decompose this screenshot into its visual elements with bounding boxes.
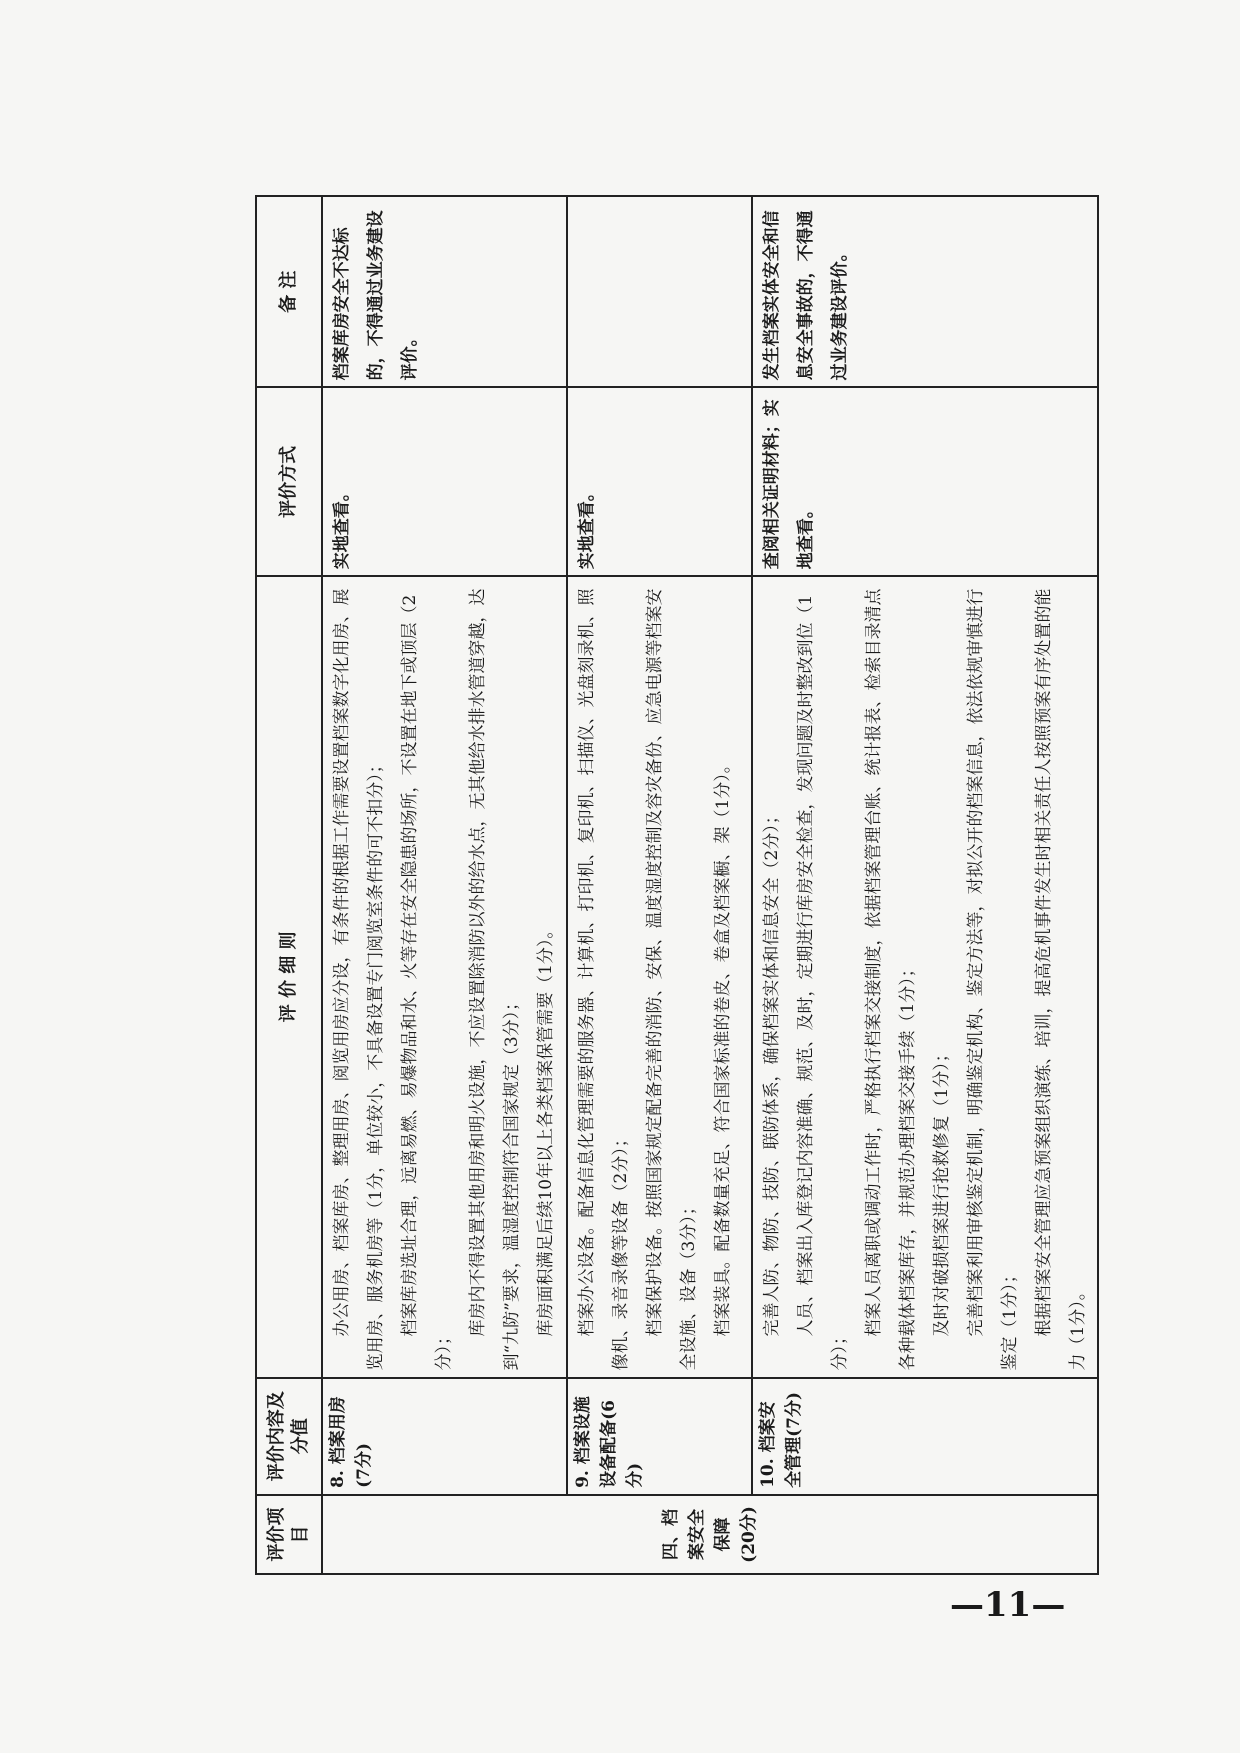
detail-item: 库房面积满足后续10年以上各类档案保管需要（1分）。 <box>536 921 556 1337</box>
row-note: 发生档案实体安全和信息安全事故的，不得通过业务建设评价。 <box>752 196 1098 387</box>
detail-item: 完善人防、物防、技防、联防体系，确保档案实体和信息安全（2分）； <box>762 807 782 1337</box>
row-method: 查阅相关证明材料；实地查看。 <box>752 387 1098 576</box>
row-content: 9. 档案设施设备配备(6分) <box>567 1378 752 1495</box>
detail-item: 档案装具。配备数量充足、符合国家标准的卷皮、卷盒及档案橱、架（1分）。 <box>713 756 733 1337</box>
row-detail <box>322 576 567 1377</box>
detail-item: 人员、档案出入库登记内容准确、规范、及时，定期进行库房安全检查，发现问题及时整改到位（1分）； <box>796 594 850 1371</box>
section-cell <box>322 1495 1098 1574</box>
row-detail <box>567 576 752 1377</box>
header-note: 备 注 <box>256 196 322 387</box>
rotated-table-container <box>255 195 1088 1575</box>
section-title: 四、档案安全保障 <box>661 1508 733 1560</box>
evaluation-table <box>255 195 1099 1575</box>
detail-item: 办公用房、档案库房、整理用房、阅览用房应分设，有条件的根据工作需要设置档案数字化用房、展览用房、服务机房等（1分，单位较小，不具备设置专门阅览室条件的可不扣分）； <box>332 588 386 1371</box>
row-note: 档案库房安全不达标的，不得通过业务建设评价。 <box>322 196 567 387</box>
row-note <box>567 196 752 387</box>
header-detail: 评 价 细 则 <box>256 576 322 1377</box>
table-row <box>322 196 567 1574</box>
header-content: 评价内容及分值 <box>256 1378 322 1495</box>
row-content: 10. 档案安全管理(7分) <box>752 1378 1098 1495</box>
row-method: 实地查看。 <box>567 387 752 576</box>
header-item: 评价项目 <box>256 1495 322 1574</box>
table-row <box>567 196 752 1574</box>
table-row <box>752 196 1098 1574</box>
detail-item: 及时对破损档案进行抢救修复（1分）； <box>932 1045 952 1337</box>
table-header-row <box>256 196 322 1574</box>
page-number: —11— <box>950 1585 1066 1625</box>
detail-item: 根据档案安全管理应急预案组织演练、培训，提高危机事件发生时相关责任人按照预案有序处置的能力（1分）。 <box>1034 588 1088 1371</box>
detail-item: 库房内不得设置其他用房和明火设施，不应设置除消防以外的给水点，无其他给水排水管道穿越，达到“九防”要求，温湿度控制符合国家规定（3分）； <box>468 588 522 1371</box>
detail-item: 档案库房选址合理，远离易燃、易爆物品和水、火等存在安全隐患的场所，不设置在地下或顶层（2分）； <box>400 594 454 1371</box>
detail-item: 档案人员离职或调动工作时，严格执行档案交接制度，依据档案管理台账、统计报表、检索目录清点各种载体档案库存，并规范办理档案交接手续（1分）； <box>864 588 918 1371</box>
row-method: 实地查看。 <box>322 387 567 576</box>
detail-item: 完善档案利用审核鉴定机制，明确鉴定机构、鉴定方法等，对拟公开的档案信息，依法依规审慎进行鉴定（1分）； <box>966 588 1020 1371</box>
detail-item: 档案保护设备。按照国家规定配备完善的消防、安保、温度湿度控制及容灾备份、应急电源等档案安全设施、设备（3分）； <box>645 588 699 1371</box>
row-detail <box>752 576 1098 1377</box>
detail-item: 档案办公设备。配备信息化管理需要的服务器、计算机、打印机、复印机、扫描仪、光盘刻录机、照像机、录音录像等设备（2分）； <box>577 588 631 1371</box>
header-method: 评价方式 <box>256 387 322 576</box>
section-score: (20分) <box>739 1506 759 1563</box>
row-content: 8. 档案用房(7分) <box>322 1378 567 1495</box>
